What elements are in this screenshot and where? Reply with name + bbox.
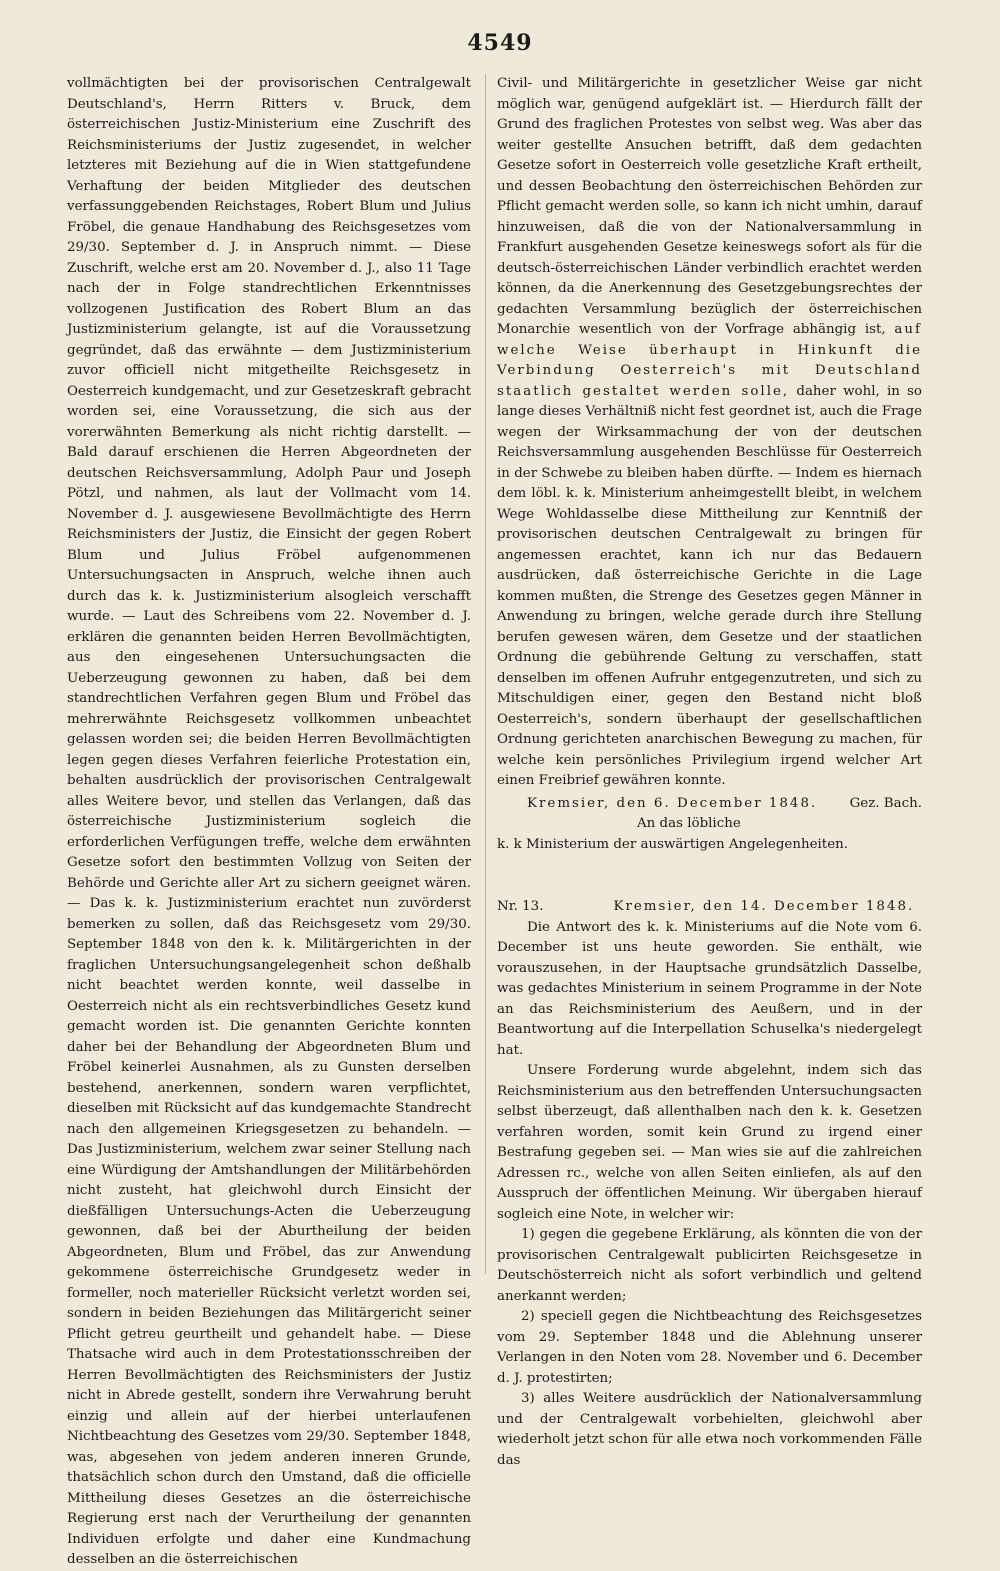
- place-date: Kremsier, den 6. December 1848.: [527, 795, 818, 811]
- continuation-part: Civil- und Militärgerichte in gesetzlicher Weise gar nicht möglich war, genügend aufgeklärt ist. — Hierdurch fällt der Grund des fraglichen Protestes von selbst weg. Was aber das weiter gestellte Ansuchen betrifft, daß dem gedachten Gesetze sofort in Oesterreich volle gesetzliche Kraft ertheilt, und dessen Beobachtung den österreichischen Behörden zur Pflicht gemacht werden solle, so kann ich nicht umhin, darauf hinzuweisen, daß die von der Nationalversammlung in Frankfurt ausgehenden Gesetze keineswegs sofort als für die deutsch-österreichischen Länder verbindlich erachtet werden können, da die Anerkennung des Gesetzgebungsrechtes der gedachten Versammlung bezüglich der österreichischen Monarchie wesentlich von der Vorfrage abhängig ist,: [497, 76, 922, 337]
- list-item-1: 1) gegen die gegebene Erklärung, als könnten die von der provisorischen Centralgewalt publicirten Reichsgesetze in Deutschösterreich nicht als sofort verbindlich und geltend anerkannt werden;: [497, 1227, 922, 1304]
- left-column-text: vollmächtigten bei der provisorischen Centralgewalt Deutschland's, Herrn Ritters v. Bruck, dem österreichischen Justiz-Ministerium eine Zuschrift des Reichsministeriums der Justiz zugesendet, in welcher letzteres mit Beziehung auf die in Wien stattgefundene Verhaftung der beiden Mitglieder des deutschen verfassunggebenden Reichstages, Robert Blum und Julius Fröbel, die genaue Handhabung des Reichsgesetzes vom 29/30. September d. J. in Anspruch nimmt. — Diese Zuschrift, welche erst am 20. November d. J., also 11 Tage nach der in Folge standrechtlichen Erkenntnisses vollzogenen Justification des Robert Blum an das Justizministerium gelangte, ist auf die Voraussetzung gegründet, daß das erwähnte — dem Justizministerium zuvor officiell nicht mitgetheilte Reichsgesetz in Oesterreich kundgemacht, und zur Gesetzeskraft gebracht worden sei, eine Voraussetzung, die sich aus der vorerwähnten Bemerkung als nicht richtig darstellt. — Bald darauf erschienen die Herren Abgeordneten der deutschen Reichsversammlung, Adolph Paur und Joseph Pötzl, und nahmen, als laut der Vollmacht vom 14. November d. J. ausgewiesene Bevollmächtigte des Herrn Reichsministers der Justiz, die Einsicht der gegen Robert Blum und Julius Fröbel aufgenommenen Untersuchungsacten in Anspruch, welche ihnen auch durch das k. k. Justizministerium alsogleich verschafft wurde. — Laut des Schreibens vom 22. November d. J. erklären die genannten beiden Herren Bevollmächtigten, aus den eingesehenen Untersuchungsacten die Ueberzeugung gewonnen zu haben, daß bei dem standrechtlichen Verfahren gegen Blum und Fröbel das mehrerwähnte Reichsgesetz vollkommen unbeachtet gelassen worden sei; die beiden Herren Bevollmächtigten legen gegen dieses Verfahren feierliche Protestation ein, behalten ausdrücklich der provisorischen Centralgewalt alles Weitere bevor, und stellen das Verlangen, daß das österreichische Justizministerium sogleich die erforderlichen Verfügungen treffe, welche dem erwähnten Gesetze sofort den bestimmten Vollzug von Seiten der Behörde und Gerichte aller Art zu sichern geeignet wären. — Das k. k. Justizministerium erachtet nun zuvörderst bemerken zu sollen, daß das Reichsgesetz vom 29/30. September 1848 von den k. k. Militärgerichten in der fraglichen Untersuchungsangelegenheit schon deßhalb nicht beachtet werden konnte, weil dasselbe in Oesterreich nicht als ein rechtsverbindliches Gesetz kund gemacht worden ist. Die genannten Gerichte konnten daher bei der Behandlung der Abgeordneten Blum und Fröbel keinerlei Ausnahmen, als zu Gunsten derselben bestehend, anerkennen, sondern waren verpflichtet, dieselben mit Rücksicht auf das kundgemachte Standrecht nach den allgemeinen Kriegsgesetzen zu behandeln. — Das Justizministerium, welchem zwar seiner Stellung nach eine Würdigung der Amtshandlungen der Militärbehörden nicht zusteht, hat gleichwohl durch Einsicht der dießfälligen Untersuchungs-Acten die Ueberzeugung gewonnen, daß bei der Aburtheilung der beiden Abgeordneten, Blum und Fröbel, das zur Anwendung gekommene österreichische Grundgesetz weder in formeller, noch materieller Rücksicht verletzt worden sei, sondern in beiden Beziehungen das Militärgericht seiner Pflicht getreu geurtheilt und gehandelt habe. — Diese Thatsache wird auch in dem Protestationsschreiben der Herren Bevollmächtigten des Reichsministers der Justiz nicht in Abrede gestellt, sondern ihre Verwahrung beruht einzig und allein auf der hierbei unterlaufenen Nichtbeachtung des Gesetzes vom 29/30. September 1848, was, abgesehen von jedem anderen inneren Grunde, thatsächlich schon durch den Umstand, daß die officielle Mittheilung dieses Gesetzes an die österreichische Regierung erst nach der Verurtheilung der genannten Individuen erfolgte und daher eine Kundmachung desselben an die österreichischen: [67, 76, 471, 1567]
- list-item-3: 3) alles Weitere ausdrücklich der Nationalversammlung und der Centralgewalt vorbehielten, gleichwohl aber wiederholt jetzt schon für alle etwa noch vorkommenden Fälle das: [497, 1391, 922, 1468]
- left-column: [67, 74, 471, 1571]
- continuation-part-2: daher wohl, in so lange dieses Verhältniß nicht fest geordnet ist, auch die Frage wegen der Wirksammachung der von der deutschen Reichsversammlung ausgehenden Beschlüsse für Oesterreich in der Schwebe zu bleiben haben dürfte. — Indem es hiernach dem löbl. k. k. Ministerium anheimgestellt bleibt, in welchem Wege Wohldasselbe diese Mittheilung zur Kenntniß der provisorischen deutschen Centralgewalt zu bringen für angemessen erachtet, kann ich nur das Bedauern ausdrücken, daß österreichische Gerichte in die Lage kommen mußten, die Strenge des Gesetzes gegen Männer in Anwendung zu bringen, welche gerade durch ihre Stellung berufen gewesen wären, dem Gesetze und der staatlichen Ordnung die gebührende Geltung zu verschaffen, statt denselben im offenen Aufruhr entgegenzutreten, und sich zu Mitschuldigen einer, gegen den Bestand nicht bloß Oesterreich's, sondern überhaupt der gesellschaftlichen Ordnung gerichteten anarchischen Bewegung zu machen, für welche kein persönliches Privilegium irgend welcher Art einen Freibrief gewähren konnte.: [497, 383, 922, 788]
- emphasized-phrase: auf welche Weise überhaupt in Hinkunft die Verbindung Oesterreich's mit Deutschland staatlich gestaltet werden solle,: [497, 322, 922, 399]
- signature-line: [497, 794, 922, 815]
- address-line-2: k. k Ministerium der auswärtigen Angelegenheiten.: [497, 836, 848, 852]
- signature: Gez. Bach.: [849, 795, 922, 811]
- address-line-1: An das löbliche: [637, 816, 741, 831]
- continuation-text: [497, 74, 922, 792]
- document-number: Nr. 13.: [497, 899, 544, 914]
- paragraph-1: Die Antwort des k. k. Ministeriums auf die Note vom 6. December ist uns heute geworden. Sie enthält, wie vorauszusehen, in der Hauptsache grundsätzlich Dasselbe, was gedachtes Ministerium in seinem Programme in der Note an das Reichsministerium des Aeußern, und in der Beantwortung auf die Interpellation Schuselka's niedergelegt hat.: [497, 919, 922, 1058]
- right-column: [497, 74, 922, 1471]
- column-divider: [485, 74, 486, 1274]
- section-spacer: [497, 855, 922, 897]
- paragraph-2: Unsere Forderung wurde abgelehnt, indem sich das Reichsministerium aus den betreffenden Untersuchungsacten selbst überzeugt, daß allenthalben nach den k. k. Gesetzen verfahren worden, somit kein Grund zu irgend einer Bestrafung gegeben sei. — Man wies sie auf die zahlreichen Adressen rc., welche von allen Seiten einliefen, als auf den Ausspruch der öffentlichen Meinung. Wir übergaben hierauf sogleich eine Note, in welcher wir:: [497, 1063, 922, 1222]
- page-number: 4549: [467, 30, 533, 56]
- list-item-2: 2) speciell gegen die Nichtbeachtung des Reichsgesetzes vom 29. September 1848 und die Ablehnung unserer Verlangen in den Noten vom 28. November und 6. December d. J. protestirten;: [497, 1309, 922, 1386]
- document-place-date: Kremsier, den 14. December 1848.: [613, 899, 915, 914]
- document-heading: [497, 897, 922, 918]
